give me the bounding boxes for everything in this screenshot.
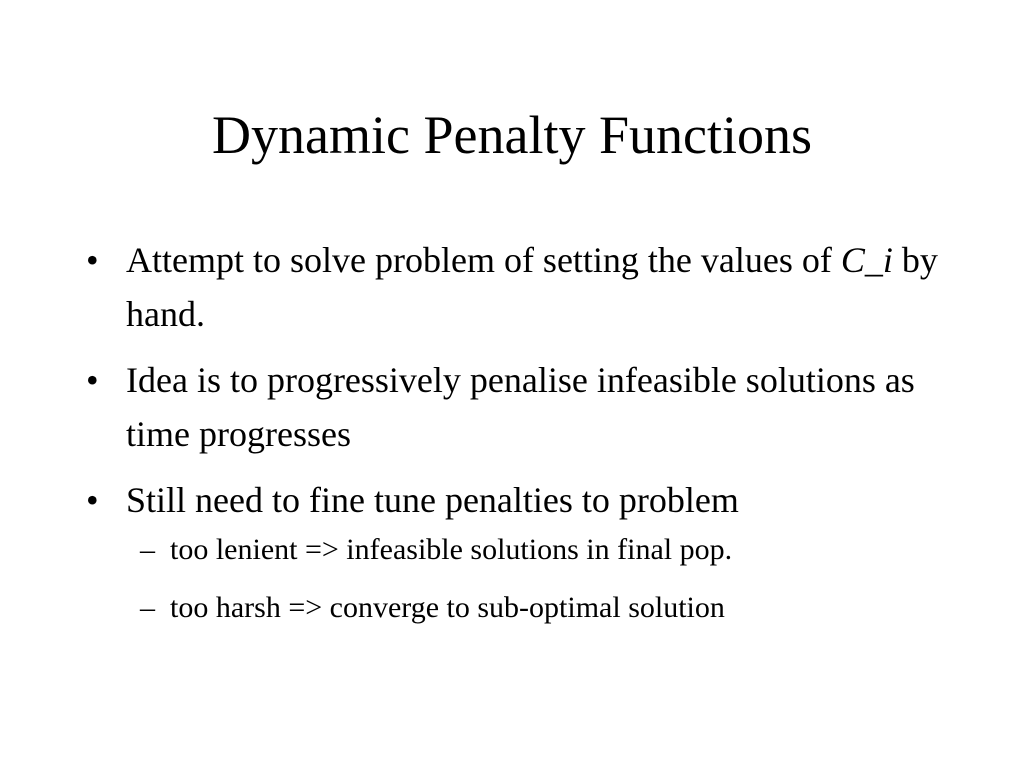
- bullet-marker: •: [86, 240, 99, 280]
- sub-bullet-list: [0, 527, 1024, 631]
- italic-variable: C_i: [840, 240, 893, 280]
- sub-bullet-item: [0, 585, 1024, 631]
- bullet-item: [0, 473, 1024, 527]
- bullet-text: [126, 240, 938, 334]
- bullet-marker: •: [86, 480, 99, 520]
- sub-bullet-text: too harsh => converge to sub-optimal solution: [170, 591, 725, 624]
- sub-bullet-marker: –: [140, 533, 155, 566]
- bullet-item: [0, 353, 1024, 461]
- slide-title: Dynamic Penalty Functions: [212, 105, 812, 165]
- bullet-item: [0, 233, 1024, 341]
- bullet-text: Still need to fine tune penalties to problem: [126, 480, 739, 520]
- bullet-list: [0, 233, 1024, 643]
- bullet-marker: •: [86, 360, 99, 400]
- bullet-text-part: Attempt to solve problem of setting the values of: [126, 240, 841, 280]
- sub-bullet-item: [0, 527, 1024, 573]
- bullet-text: Idea is to progressively penalise infeasible solutions as time progresses: [126, 360, 915, 454]
- sub-bullet-marker: –: [140, 591, 155, 624]
- sub-bullet-text: too lenient => infeasible solutions in final pop.: [170, 533, 733, 566]
- bullet-text-part: by hand.: [126, 240, 938, 334]
